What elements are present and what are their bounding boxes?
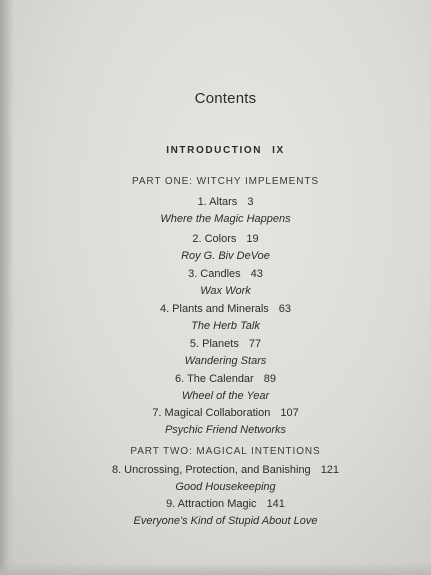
chapter-page: 77 xyxy=(248,338,262,350)
page-bottom-edge xyxy=(0,563,431,575)
toc-entry xyxy=(20,406,431,437)
chapter-title: 6. The Calendar xyxy=(175,373,254,385)
chapter-subtitle: Wheel of the Year xyxy=(181,390,270,402)
chapter-subtitle: Wax Work xyxy=(200,285,251,297)
toc-entry xyxy=(20,267,431,298)
toc-entry xyxy=(20,497,431,528)
chapter-title: 4. Plants and Minerals xyxy=(159,303,269,315)
chapter-title: 3. Candles xyxy=(188,268,241,280)
page-title: Contents xyxy=(194,90,257,107)
toc-entry xyxy=(20,195,431,226)
toc-entry xyxy=(20,372,431,403)
introduction-page: IX xyxy=(272,145,285,156)
part-two-heading: PART TWO: MAGICAL INTENTIONS xyxy=(130,446,321,457)
chapter-subtitle: Where the Magic Happens xyxy=(160,213,291,225)
page-gutter-shadow xyxy=(0,0,14,575)
chapter-page: 3 xyxy=(247,196,254,208)
part-one-heading: PART ONE: WITCHY IMPLEMENTS xyxy=(132,176,319,187)
chapter-subtitle: The Herb Talk xyxy=(191,320,260,332)
chapter-page: 89 xyxy=(263,373,276,385)
chapter-page: 19 xyxy=(246,233,259,245)
chapter-page: 121 xyxy=(320,464,340,476)
toc-entry xyxy=(20,463,431,494)
chapter-title: 7. Magical Collaboration xyxy=(152,407,271,419)
chapter-page: 107 xyxy=(280,407,299,419)
chapter-subtitle: Roy G. Biv DeVoe xyxy=(181,250,270,262)
chapter-page: 63 xyxy=(278,303,292,315)
chapter-subtitle: Good Housekeeping xyxy=(175,481,276,493)
chapter-title: 1. Altars xyxy=(197,196,238,208)
chapter-title: 9. Attraction Magic xyxy=(166,498,257,510)
introduction-label: INTRODUCTION xyxy=(166,145,263,156)
chapter-page: 43 xyxy=(250,268,263,280)
toc-entry xyxy=(20,232,431,263)
chapter-subtitle: Everyone's Kind of Stupid About Love xyxy=(133,515,318,527)
chapter-subtitle: Psychic Friend Networks xyxy=(164,424,287,436)
toc-introduction xyxy=(20,145,431,156)
chapter-title: 8. Uncrossing, Protection, and Banishing xyxy=(111,464,311,476)
chapter-title: 2. Colors xyxy=(192,233,237,245)
chapter-title: 5. Planets xyxy=(189,338,239,350)
toc-entry xyxy=(20,302,431,333)
chapter-page: 141 xyxy=(266,498,285,510)
toc-entry xyxy=(20,337,431,368)
chapter-subtitle: Wandering Stars xyxy=(184,355,267,367)
